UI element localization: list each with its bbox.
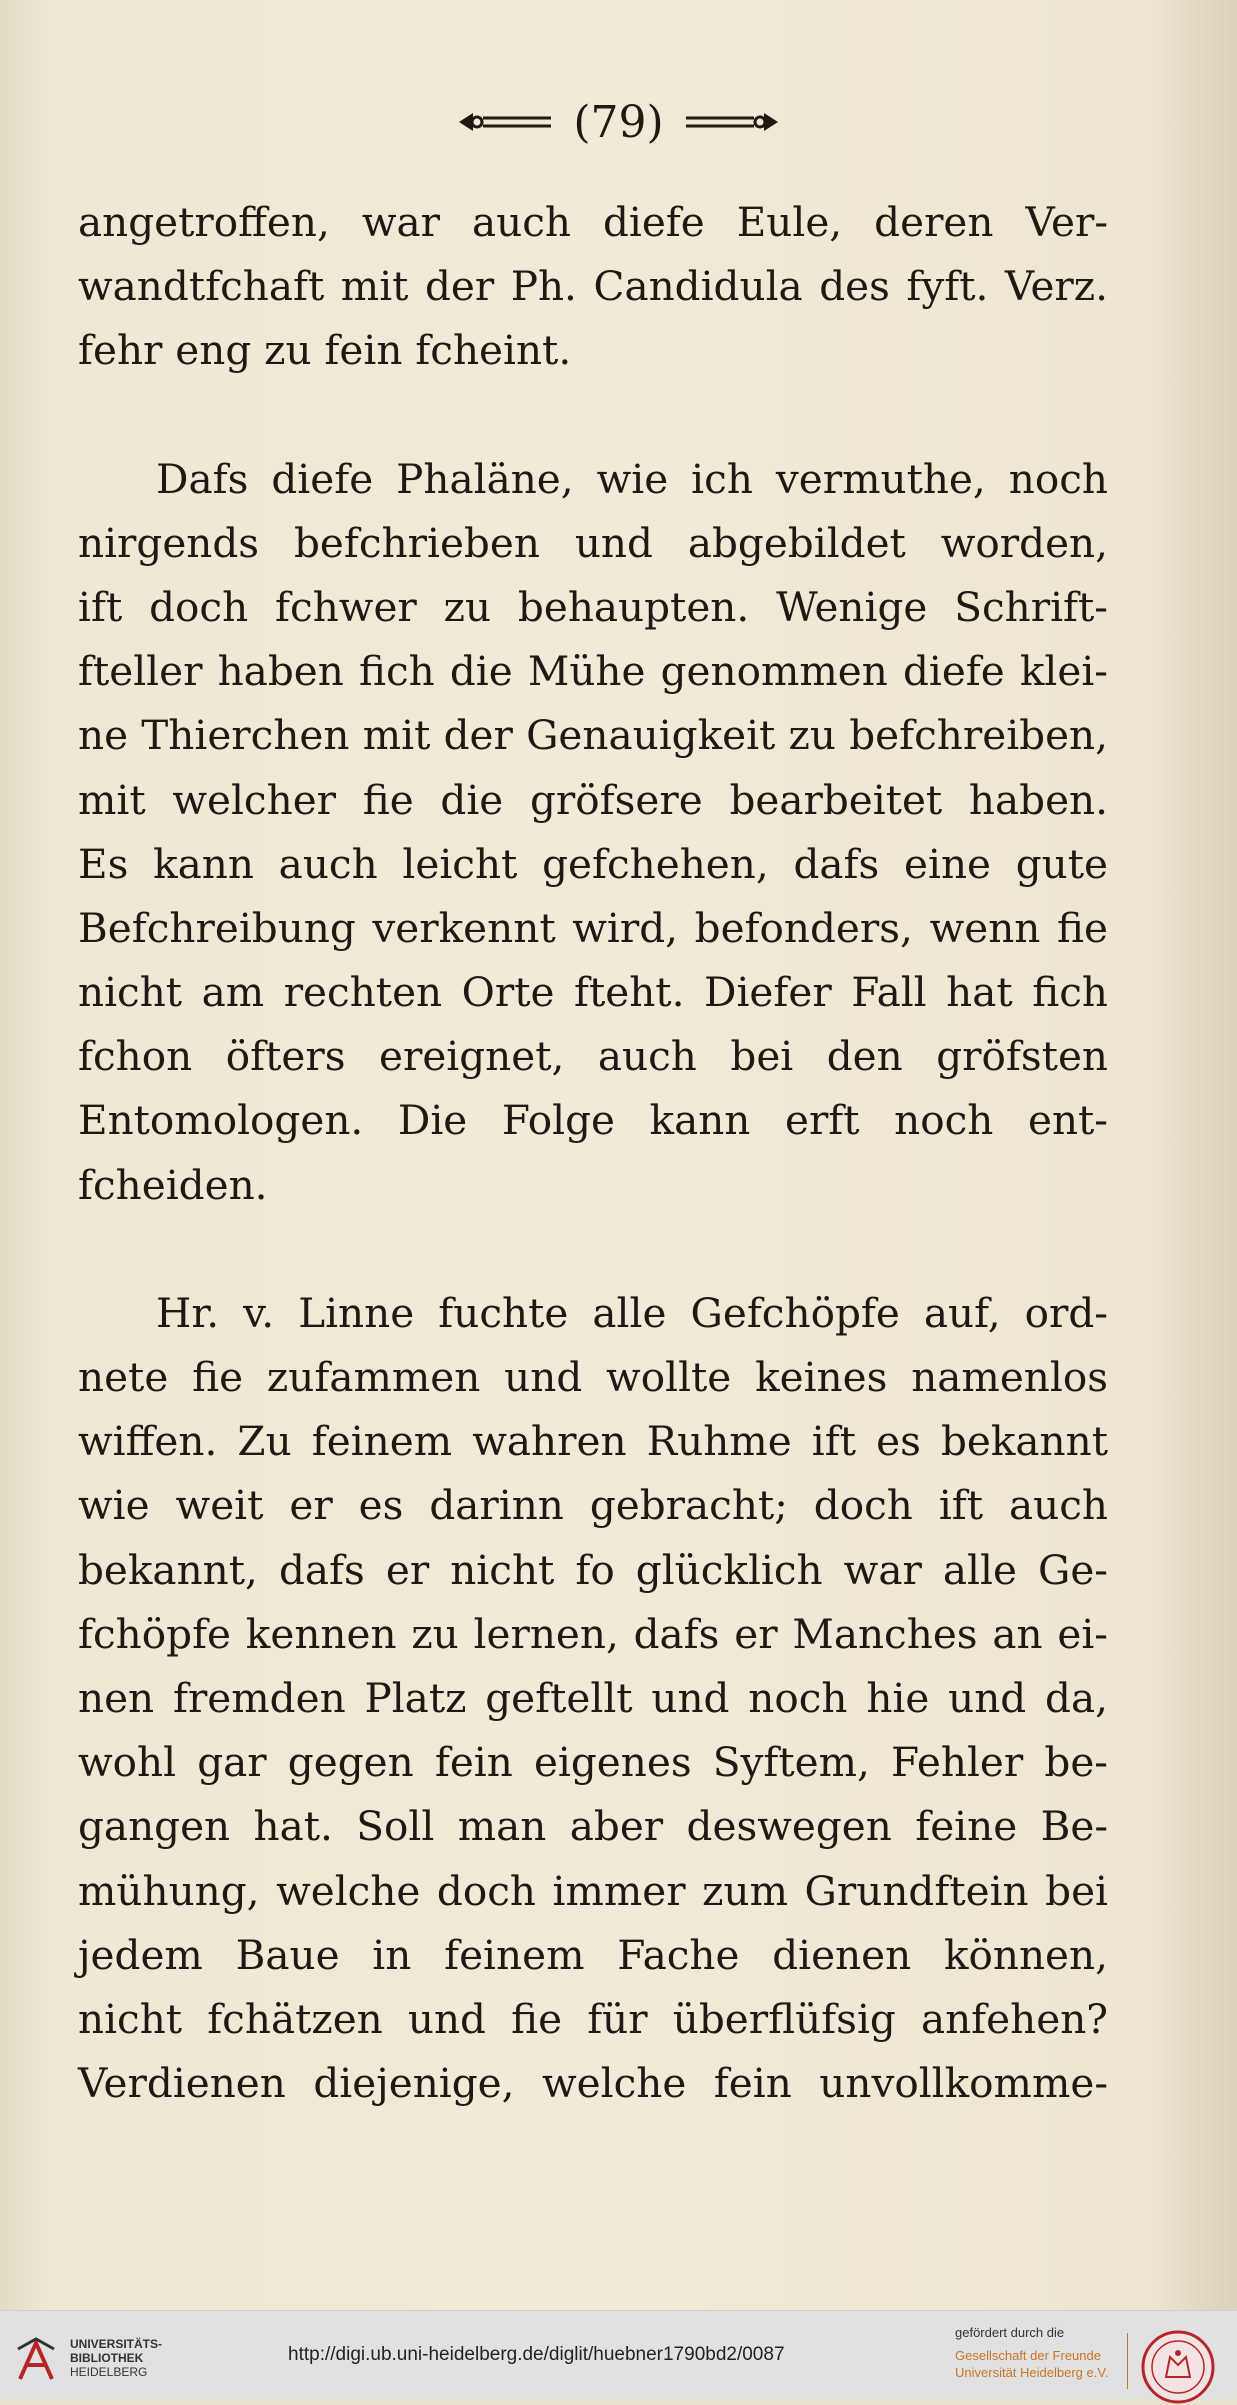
footer-bar bbox=[0, 2310, 1237, 2399]
library-line-2: BIBLIOTHEK bbox=[70, 2351, 144, 2365]
text-line: nete fie zufammen und wollte keines namenlos bbox=[78, 1353, 1108, 1401]
text-line: Entomologen. Die Folge kann erft noch ent- bbox=[78, 1096, 1108, 1145]
permalink-url[interactable]: http://digi.ub.uni-heidelberg.de/diglit/huebner1790bd2/0087 bbox=[288, 2344, 785, 2365]
text-line: nicht am rechten Orte fteht. Diefer Fall hat fich bbox=[78, 968, 1108, 1017]
text-line: wiffen. Zu feinem wahren Ruhme ift es bekannt bbox=[78, 1417, 1108, 1466]
society-line-1: Gesellschaft der Freunde bbox=[955, 2348, 1101, 2363]
right-ornament-icon bbox=[682, 107, 782, 137]
paragraph-3 bbox=[78, 1281, 1108, 2115]
text-line: nen fremden Platz geftellt und noch hie und da, bbox=[78, 1673, 1108, 1722]
text-line: Es kann auch leicht gefchehen, dafs eine gute bbox=[78, 839, 1108, 888]
society-name[interactable] bbox=[955, 2347, 1108, 2381]
text-line: fcheiden. bbox=[78, 1160, 268, 1209]
library-line-1: UNIVERSITÄTS- bbox=[70, 2337, 163, 2351]
footer-divider bbox=[1127, 2333, 1128, 2389]
library-line-3: HEIDELBERG bbox=[70, 2365, 148, 2379]
paragraph-2 bbox=[78, 447, 1108, 1217]
text-line: gangen hat. Soll man aber deswegen feine Be- bbox=[78, 1802, 1108, 1851]
text-line: Hr. v. Linne fuchte alle Gefchöpfe auf, ord- bbox=[156, 1288, 1108, 1337]
page-header bbox=[0, 92, 1237, 152]
text-line: fchöpfe kennen zu lernen, dafs er Manches an ei- bbox=[78, 1609, 1108, 1658]
funded-by-label: gefördert durch die bbox=[955, 2325, 1065, 2340]
text-line: Befchreibung verkennt wird, befonders, wenn fie bbox=[78, 903, 1108, 952]
text-line: mit welcher fie die gröfsere bearbeitet haben. bbox=[78, 775, 1108, 824]
university-library-logo-icon[interactable] bbox=[14, 2335, 58, 2385]
text-line: fehr eng zu fein fcheint. bbox=[78, 326, 572, 375]
text-line: bekannt, dafs er nicht fo glücklich war alle Ge- bbox=[78, 1545, 1108, 1594]
text-line: mühung, welche doch immer zum Grundftein bei bbox=[78, 1866, 1108, 1915]
text-line: nicht fchätzen und fie für überflüfsig anfehen? bbox=[78, 1994, 1108, 2043]
text-line: fchon öfters ereignet, auch bei den gröfsten bbox=[78, 1032, 1108, 1081]
text-line: angetroffen, war auch diefe Eule, deren Ver- bbox=[78, 198, 1108, 246]
text-line: Verdienen diejenige, welche fein unvollkomme- bbox=[78, 2059, 1108, 2108]
text-line: fteller haben fich die Mühe genommen diefe klei- bbox=[78, 647, 1108, 696]
body-text bbox=[78, 190, 1108, 2179]
paragraph-1 bbox=[78, 190, 1108, 383]
text-line: jedem Baue in feinem Fache dienen können, bbox=[78, 1930, 1108, 1979]
library-name bbox=[70, 2337, 162, 2379]
text-line: ne Thierchen mit der Genauigkeit zu befchreiben, bbox=[78, 711, 1108, 760]
left-ornament-icon bbox=[455, 107, 555, 137]
society-line-2: Universität Heidelberg e.V. bbox=[955, 2365, 1109, 2380]
text-line: nirgends befchrieben und abgebildet worden, bbox=[78, 518, 1108, 567]
text-line: wie weit er es darinn gebracht; doch ift auch bbox=[78, 1481, 1108, 1530]
text-line: wohl gar gegen fein eigenes Syftem, Fehler be- bbox=[78, 1738, 1108, 1787]
page-number: (79) bbox=[573, 96, 664, 148]
text-line: Dafs diefe Phaläne, wie ich vermuthe, noch bbox=[156, 454, 1108, 503]
university-seal-icon bbox=[1140, 2329, 1216, 2405]
text-line: wandtfchaft mit der Ph. Candidula des fyft. Verz. bbox=[78, 262, 1108, 311]
text-line: ift doch fchwer zu behaupten. Wenige Schrift- bbox=[78, 582, 1108, 631]
